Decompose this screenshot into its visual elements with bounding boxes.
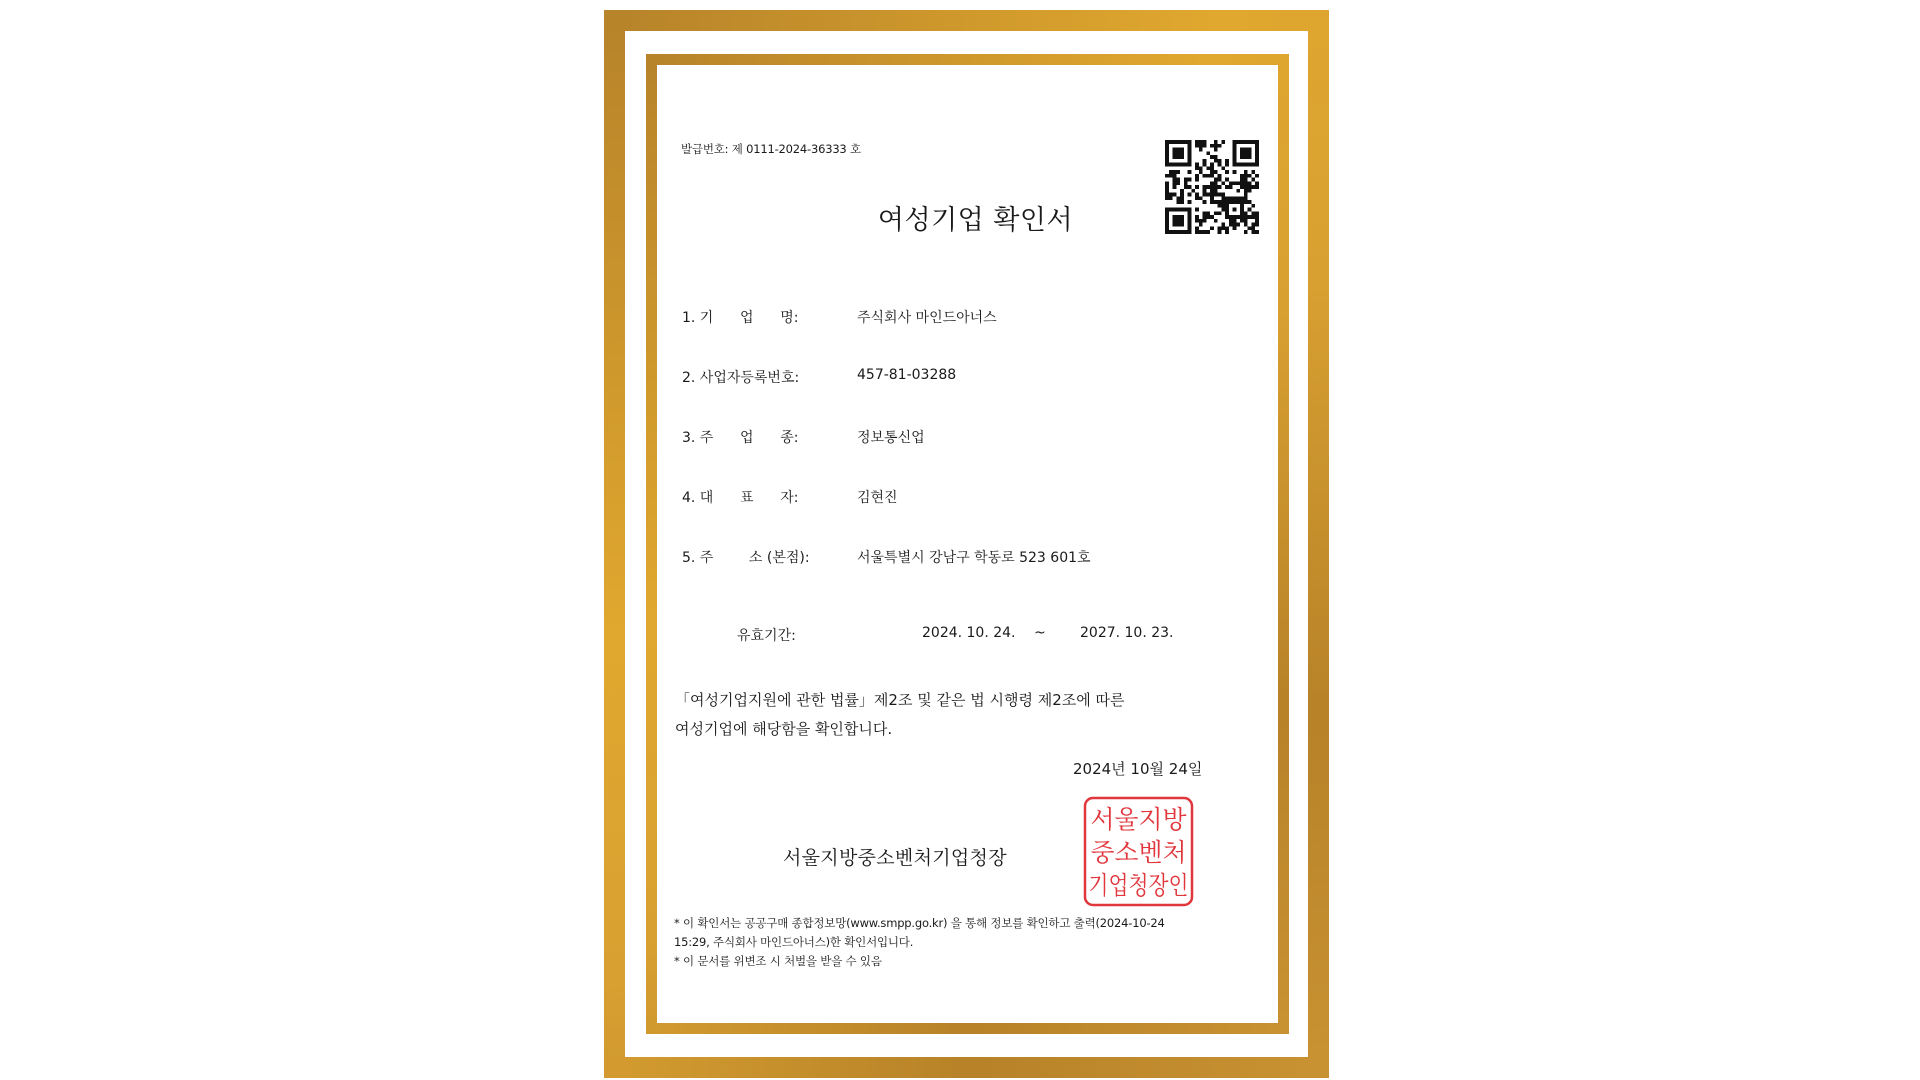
field-value: 정보통신업 — [857, 430, 925, 446]
field-value: 주식회사 마인드아너스 — [857, 310, 997, 326]
note-line: 15:29, 주식회사 마인드아너스)한 확인서입니다. — [674, 935, 914, 949]
note-line: * 이 확인서는 공공구매 종합정보망(www.smpp.go.kr) 을 통해 정보를 확인하고 출력(2024-10-24 — [674, 916, 1165, 930]
field-label: 3. 주 업 종: — [682, 430, 799, 446]
issuing-authority: 서울지방중소벤처기업청장 — [783, 847, 1007, 869]
issue-number: 발급번호: 제 0111-2024-36333 호 — [681, 142, 861, 156]
field-value: 457-81-03288 — [857, 367, 957, 383]
svg-text:기업청장인: 기업청장인 — [1088, 871, 1189, 900]
validity-label: 유효기간: — [737, 628, 796, 644]
certificate-document — [657, 65, 1278, 1023]
svg-text:중소벤처: 중소벤처 — [1090, 838, 1187, 867]
statement-line: 「여성기업지원에 관한 법률」제2조 및 같은 법 시행령 제2조에 따른 — [675, 691, 1125, 709]
field-label: 4. 대 표 자: — [682, 490, 799, 506]
official-seal-icon — [1082, 795, 1195, 908]
validity-end: 2027. 10. 23. — [1080, 625, 1174, 641]
validity-separator: ~ — [1034, 625, 1046, 641]
field-label: 5. 주 소 (본점): — [682, 550, 810, 566]
document-title: 여성기업 확인서 — [877, 205, 1074, 236]
svg-text:서울지방: 서울지방 — [1090, 805, 1188, 834]
field-label: 2. 사업자등록번호: — [682, 370, 800, 386]
field-value: 서울특별시 강남구 학동로 523 601호 — [857, 550, 1091, 566]
issue-date: 2024년 10월 24일 — [1073, 760, 1203, 778]
notes — [674, 914, 1254, 971]
field-label: 1. 기 업 명: — [682, 310, 799, 326]
statement-line: 여성기업에 해당함을 확인합니다. — [675, 720, 893, 738]
validity-start: 2024. 10. 24. — [922, 625, 1016, 641]
field-value: 김현진 — [857, 490, 898, 506]
note-line: * 이 문서를 위변조 시 처벌을 받을 수 있음 — [674, 954, 882, 968]
confirmation-statement — [675, 686, 1124, 744]
